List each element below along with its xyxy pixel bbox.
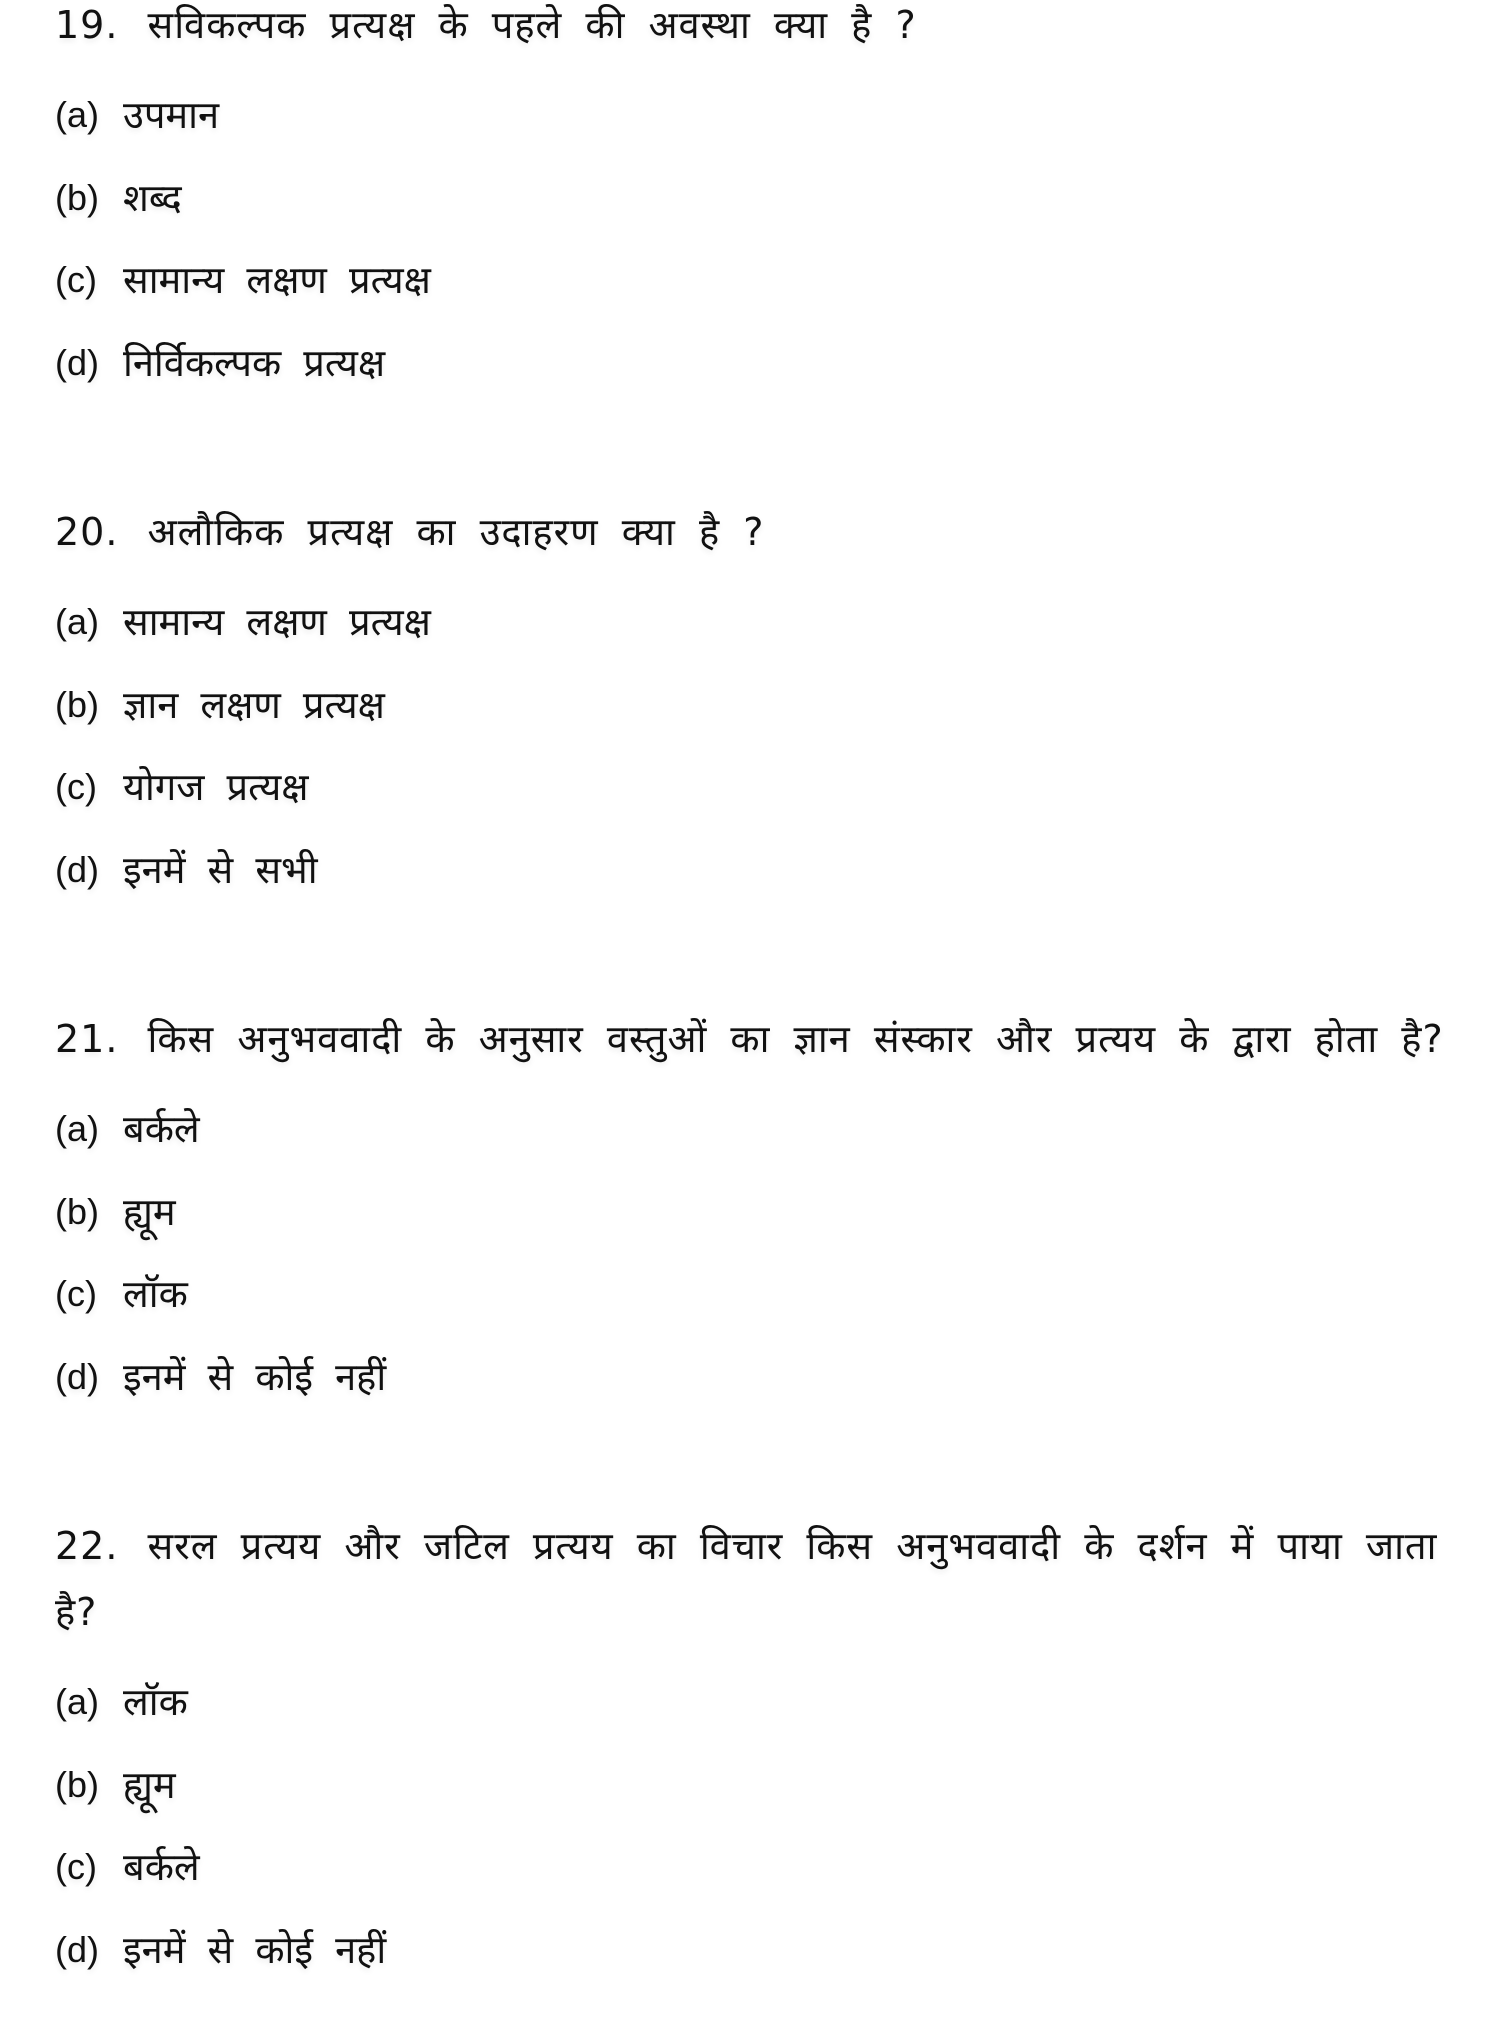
option-label: (d) <box>55 1355 99 1397</box>
option-b <box>55 157 1455 240</box>
question-stem <box>55 1513 1455 1645</box>
option-label: (c) <box>55 766 97 807</box>
question-stem <box>55 1006 1455 1072</box>
question-number: 22. <box>55 1524 119 1568</box>
question-stem <box>55 0 1455 58</box>
option-text: इनमें से कोई नहीं <box>123 1354 387 1399</box>
question-stem <box>55 499 1455 565</box>
option-text: ज्ञान लक्षण प्रत्यक्ष <box>123 682 385 727</box>
option-a <box>55 74 1455 157</box>
option-b <box>55 664 1455 747</box>
option-d <box>55 1336 1455 1419</box>
option-b <box>55 1171 1455 1254</box>
option-label: (c) <box>55 1273 97 1314</box>
option-d <box>55 1909 1455 1992</box>
question-text: सविकल्पक प्रत्यक्ष के पहले की अवस्था क्या है ? <box>147 3 917 47</box>
option-b <box>55 1744 1455 1827</box>
option-label: (d) <box>55 848 99 890</box>
option-label: (c) <box>55 259 97 300</box>
option-c <box>55 746 1455 829</box>
question-20 <box>55 499 1455 911</box>
option-c <box>55 1253 1455 1336</box>
question-19 <box>55 0 1455 404</box>
option-text: उपमान <box>123 93 220 137</box>
option-label: (a) <box>55 1681 99 1722</box>
option-text: इनमें से कोई नहीं <box>123 1927 387 1972</box>
question-text: किस अनुभववादी के अनुसार वस्तुओं का ज्ञान संस्कार और प्रत्यय के द्वारा होता है? <box>147 1017 1444 1061</box>
option-text: निर्विकल्पक प्रत्यक्ष <box>123 340 386 385</box>
option-d <box>55 829 1455 912</box>
option-a <box>55 1088 1455 1171</box>
option-label: (a) <box>55 94 99 135</box>
option-text: ह्यूम <box>123 1762 176 1807</box>
option-label: (a) <box>55 601 99 642</box>
option-label: (d) <box>55 1928 99 1970</box>
option-label: (d) <box>55 341 99 383</box>
option-label: (b) <box>55 1763 99 1805</box>
option-c <box>55 239 1455 322</box>
option-text: लॉक <box>123 1272 188 1316</box>
option-text: ह्यूम <box>123 1189 176 1234</box>
option-text: बर्कले <box>123 1107 200 1151</box>
option-text: बर्कले <box>123 1845 200 1889</box>
question-number: 19. <box>55 3 119 47</box>
option-label: (b) <box>55 1190 99 1232</box>
question-text: सरल प्रत्यय और जटिल प्रत्यय का विचार किस अनुभववादी के दर्शन में पाया जाता है? <box>55 1524 1438 1634</box>
option-label: (c) <box>55 1846 97 1887</box>
option-label: (b) <box>55 683 99 725</box>
option-text: सामान्य लक्षण प्रत्यक्ष <box>123 258 431 302</box>
options-list <box>55 74 1455 404</box>
question-number: 20. <box>55 510 119 554</box>
question-21 <box>55 1006 1455 1418</box>
option-label: (a) <box>55 1108 99 1149</box>
option-label: (b) <box>55 176 99 218</box>
options-list <box>55 1088 1455 1418</box>
question-page <box>55 0 1455 1991</box>
option-d <box>55 322 1455 405</box>
question-22 <box>55 1513 1455 1991</box>
option-text: इनमें से सभी <box>123 847 318 892</box>
option-text: लॉक <box>123 1680 188 1724</box>
option-a <box>55 581 1455 664</box>
option-text: शब्द <box>123 175 182 220</box>
question-text: अलौकिक प्रत्यक्ष का उदाहरण क्या है ? <box>147 510 765 554</box>
question-number: 21. <box>55 1017 119 1061</box>
option-text: सामान्य लक्षण प्रत्यक्ष <box>123 600 431 644</box>
option-a <box>55 1661 1455 1744</box>
option-c <box>55 1826 1455 1909</box>
options-list <box>55 581 1455 911</box>
options-list <box>55 1661 1455 1991</box>
option-text: योगज प्रत्यक्ष <box>123 765 309 809</box>
